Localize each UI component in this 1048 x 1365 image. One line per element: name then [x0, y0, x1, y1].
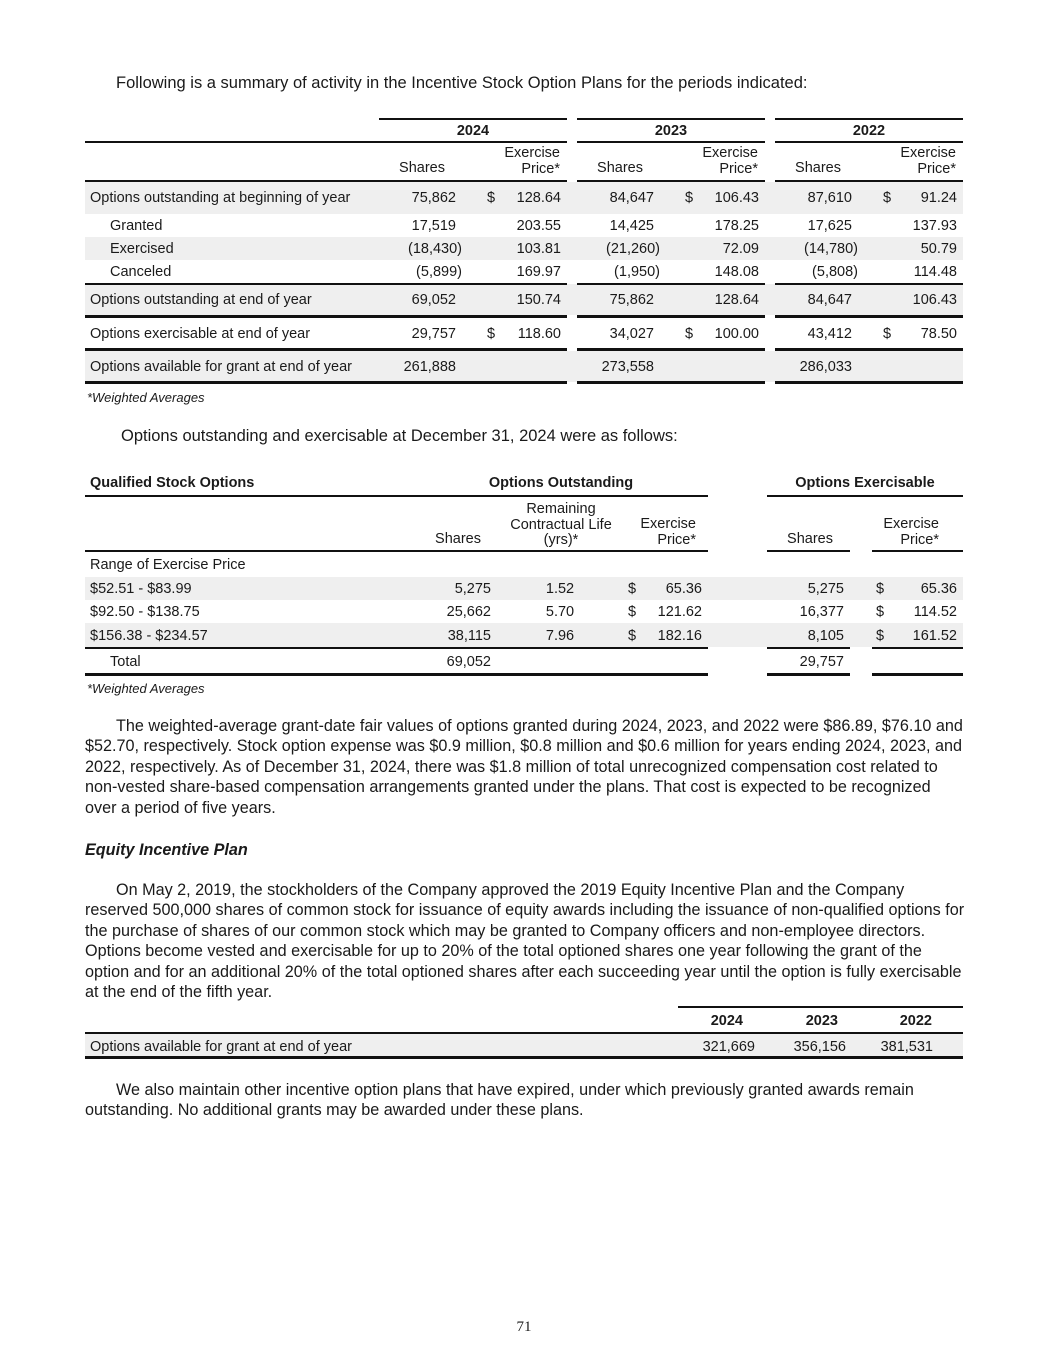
- shares-value: (14,780): [803, 241, 858, 257]
- rule: [767, 673, 850, 676]
- currency-symbol: $: [685, 326, 694, 342]
- rule: [85, 141, 567, 143]
- row-label: Exercised: [110, 241, 174, 257]
- year-header-2023: 2023: [805, 1013, 838, 1029]
- range-value: $92.50 - $138.75: [90, 604, 200, 620]
- row-label: Options outstanding at beginning of year: [90, 190, 351, 206]
- rule: [577, 283, 765, 285]
- life-value: 7.96: [545, 628, 575, 644]
- rule: [775, 315, 963, 318]
- shares-value: 75,862: [411, 190, 456, 206]
- rule: [872, 550, 963, 552]
- shares-value: 87,610: [807, 190, 852, 206]
- ex-price-value: 65.36: [920, 581, 957, 597]
- price-value: 50.79: [920, 241, 957, 257]
- rule: [577, 381, 765, 384]
- shares-value: 273,558: [601, 359, 654, 375]
- rule: [767, 647, 850, 649]
- col-header-shares: Shares: [597, 160, 643, 176]
- col-header-price: Exercise Price*: [702, 145, 758, 177]
- price-value: 169.97: [516, 264, 561, 280]
- currency-symbol: $: [487, 326, 496, 342]
- paragraph-equity-plan: On May 2, 2019, the stockholders of the Company approved the 2019 Equity Incentive Plan and the Company reserved 500,000 shares of common stock for issuance of equity awards including the issuance of non-qualified options for the purchase of shares of our common stock which may be granted to Company officers and non-employee directors. Options become vested and exercisable for up to 20% of the total optioned shares one year following the grant of the option and for an additional 20% of the total optioned shares after each succeeding year until the option is fully exercisable at the end of the fifth year.: [85, 881, 965, 1002]
- col-header-shares: Shares: [435, 531, 481, 547]
- price-value: 148.08: [714, 264, 759, 280]
- rule: [577, 118, 765, 120]
- col-header-remaining-life: Remaining Contractual Life (yrs)*: [510, 501, 612, 548]
- year-header-2024: 2024: [710, 1013, 743, 1029]
- row-label: Options available for grant at end of year: [90, 359, 352, 375]
- col-header-shares: Shares: [795, 160, 841, 176]
- shares-value: 38,115: [447, 628, 491, 644]
- year-header-2024: 2024: [456, 123, 490, 139]
- value-2023: 356,156: [793, 1039, 846, 1055]
- price-value: 114.48: [913, 264, 957, 280]
- shares-value: (1,950): [614, 264, 660, 280]
- rule: [872, 673, 963, 676]
- total-ex-shares: 29,757: [799, 654, 844, 670]
- rule: [775, 381, 963, 384]
- price-value: 137.93: [912, 218, 957, 234]
- currency-symbol: $: [883, 326, 892, 342]
- range-label: Range of Exercise Price: [90, 557, 246, 573]
- rule: [767, 550, 850, 552]
- price-value: 106.43: [912, 292, 957, 308]
- col-header-shares: Shares: [399, 160, 445, 176]
- currency-symbol: $: [628, 604, 637, 620]
- intro-text-2: Options outstanding and exercisable at December 31, 2024 were as follows:: [121, 427, 678, 445]
- row-label: Options exercisable at end of year: [90, 326, 311, 342]
- rule: [872, 647, 963, 649]
- shares-value: 25,662: [446, 604, 491, 620]
- shares-value: 14,425: [609, 218, 654, 234]
- rule: [767, 495, 963, 497]
- rule: [775, 348, 963, 351]
- row-label: Canceled: [110, 264, 172, 280]
- currency-symbol: $: [876, 581, 885, 597]
- shares-value: (21,260): [605, 241, 660, 257]
- price-value: 65.36: [665, 581, 702, 597]
- price-value: 91.24: [920, 190, 957, 206]
- group-header-outstanding: Options Outstanding: [488, 475, 634, 491]
- rule: [678, 1006, 963, 1008]
- life-value: 1.52: [545, 581, 575, 597]
- footnote: *Weighted Averages: [87, 390, 205, 405]
- life-value: 5.70: [545, 604, 575, 620]
- col-header-ex-price: Exercise Price*: [883, 516, 939, 548]
- shares-value: (5,808): [812, 264, 858, 280]
- footnote: *Weighted Averages: [87, 681, 205, 696]
- range-value: $156.38 - $234.57: [90, 628, 208, 644]
- year-header-2022: 2022: [899, 1013, 932, 1029]
- group-header-exercisable: Options Exercisable: [795, 475, 935, 491]
- rule: [85, 647, 708, 649]
- currency-symbol: $: [883, 190, 892, 206]
- row-label: Granted: [110, 218, 163, 234]
- shares-value: 75,862: [609, 292, 654, 308]
- rule: [85, 550, 708, 552]
- price-value: 128.64: [516, 190, 561, 206]
- shares-value: 84,647: [609, 190, 654, 206]
- price-value: 203.55: [516, 218, 561, 234]
- rule: [85, 381, 567, 384]
- shares-value: 29,757: [411, 326, 456, 342]
- range-value: $52.51 - $83.99: [90, 581, 192, 597]
- table-title: Qualified Stock Options: [90, 475, 255, 491]
- page-number: 71: [516, 1319, 532, 1335]
- price-value: 121.62: [657, 604, 702, 620]
- currency-symbol: $: [876, 604, 885, 620]
- col-header-price: Exercise Price*: [900, 145, 956, 177]
- price-value: 72.09: [722, 241, 759, 257]
- price-value: 100.00: [714, 326, 759, 342]
- paragraph-expired-plans: We also maintain other incentive option plans that have expired, under which previously granted awards remain outstanding. No additional grants may be awarded under these plans.: [85, 1081, 914, 1120]
- currency-symbol: $: [876, 628, 885, 644]
- year-header-2022: 2022: [852, 123, 886, 139]
- rule: [85, 1056, 963, 1059]
- currency-symbol: $: [628, 628, 637, 644]
- shares-value: 261,888: [403, 359, 456, 375]
- rule: [85, 283, 567, 285]
- value-2024: 321,669: [702, 1039, 755, 1055]
- ex-shares-value: 16,377: [799, 604, 844, 620]
- currency-symbol: $: [685, 190, 694, 206]
- shares-value: (5,899): [416, 264, 462, 280]
- price-value: 78.50: [920, 326, 957, 342]
- shares-value: 34,027: [609, 326, 654, 342]
- rule: [577, 141, 765, 143]
- shares-value: 17,519: [411, 218, 456, 234]
- currency-symbol: $: [487, 190, 496, 206]
- col-header-price: Exercise Price*: [504, 145, 560, 177]
- ex-shares-value: 5,275: [807, 581, 844, 597]
- col-header-price: Exercise Price*: [640, 516, 696, 548]
- intro-text-1: Following is a summary of activity in the Incentive Stock Option Plans for the periods indicated:: [116, 74, 808, 92]
- rule: [85, 495, 708, 497]
- price-value: 178.25: [714, 218, 759, 234]
- shares-value: 43,412: [807, 326, 852, 342]
- rule: [85, 673, 708, 676]
- shares-value: 69,052: [411, 292, 456, 308]
- price-value: 118.60: [517, 326, 561, 342]
- row-label: Options outstanding at end of year: [90, 292, 312, 308]
- price-value: 103.81: [516, 241, 561, 257]
- rule: [577, 348, 765, 351]
- col-header-ex-shares: Shares: [787, 531, 833, 547]
- rule: [85, 348, 567, 351]
- row-label: Options available for grant at end of year: [90, 1039, 352, 1055]
- rule: [85, 315, 567, 318]
- total-label: Total: [110, 654, 141, 670]
- currency-symbol: $: [628, 581, 637, 597]
- price-value: 106.43: [714, 190, 759, 206]
- price-value: 150.74: [516, 292, 561, 308]
- ex-shares-value: 8,105: [807, 628, 844, 644]
- rule: [379, 118, 567, 120]
- price-value: 182.16: [657, 628, 702, 644]
- shares-value: 286,033: [799, 359, 852, 375]
- ex-price-value: 114.52: [913, 604, 957, 620]
- rule: [577, 315, 765, 318]
- shares-value: 5,275: [454, 581, 491, 597]
- year-header-2023: 2023: [654, 123, 688, 139]
- shares-value: 84,647: [807, 292, 852, 308]
- rule: [775, 141, 963, 143]
- rule: [775, 283, 963, 285]
- price-value: 128.64: [714, 292, 759, 308]
- section-heading: Equity Incentive Plan: [85, 841, 248, 859]
- shares-value: 17,625: [807, 218, 852, 234]
- total-shares: 69,052: [446, 654, 491, 670]
- ex-price-value: 161.52: [912, 628, 957, 644]
- shares-value: (18,430): [407, 241, 462, 257]
- value-2022: 381,531: [880, 1039, 933, 1055]
- rule: [775, 118, 963, 120]
- paragraph-fair-value: The weighted-average grant-date fair values of options granted during 2024, 2023, and 2022 were $86.89, $76.10 and $52.70, respectively. Stock option expense was $0.9 million, $0.8 million and $0.6 million for years ending 2024, 2023, and 2022, respectively. As of December 31, 2024, there was $1.8 million of total unrecognized compensation cost related to non-vested share-based compensation arrangements granted under the plans. That cost is expected to be recognized over a period of five years.: [85, 717, 963, 817]
